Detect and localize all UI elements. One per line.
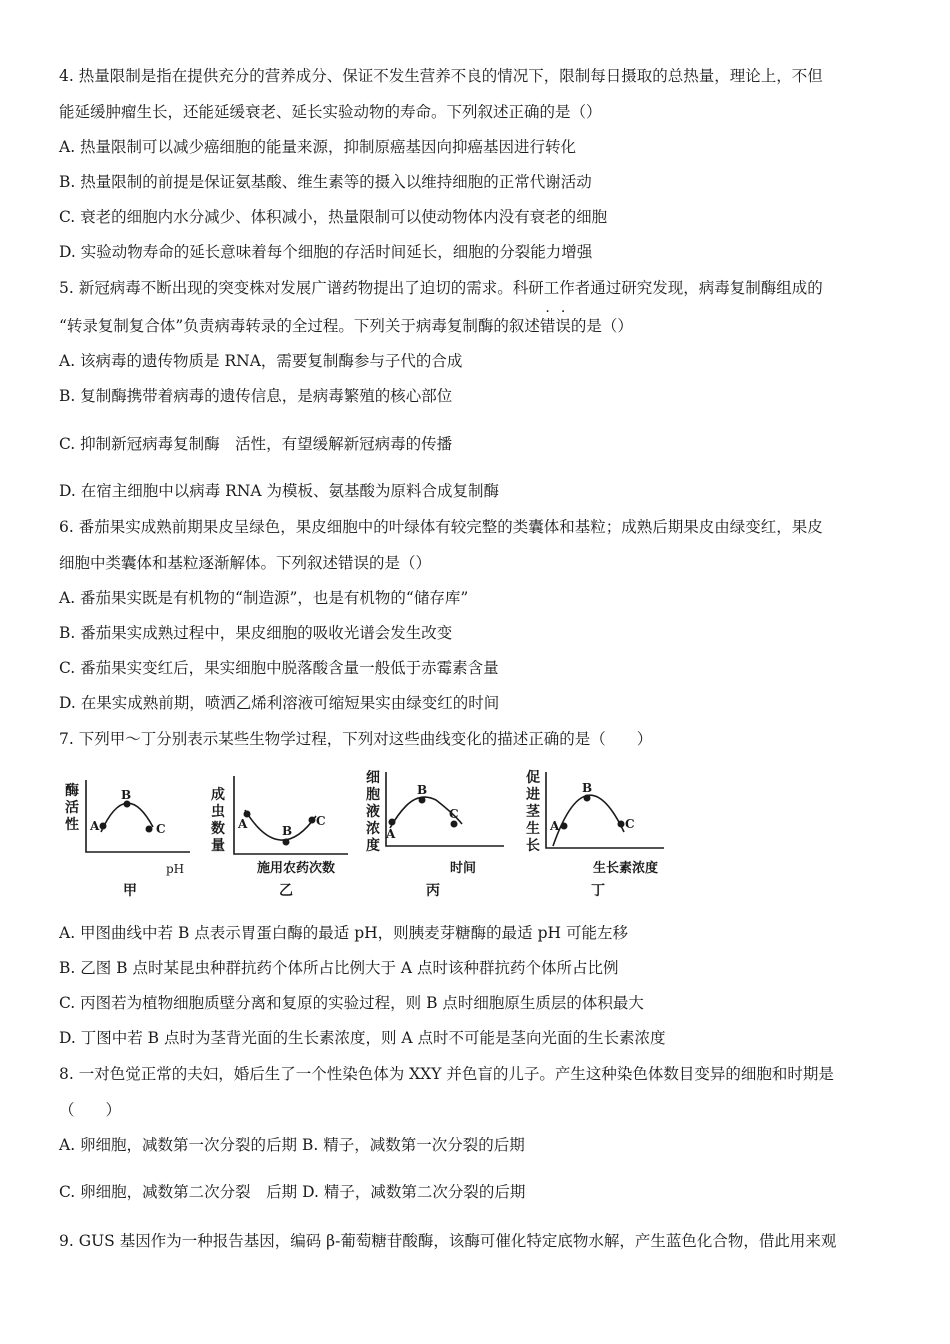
q5-emphasis-char-2: 误 [555,317,571,335]
q5-option-b: B. 复制酶携带着病毒的遗传信息，是病毒繁殖的核心部位 [59,387,453,405]
graph-yi-ylabel-2: 数 [211,821,225,837]
graph-ding-axes [546,772,664,848]
graph-yi-curve [245,810,316,840]
q5-stem-line1: 5. 新冠病毒不断出现的突变株对发展广谱药物提出了迫切的需求。科研工作者通过研究发现，病毒复制酶组成的 [59,279,823,297]
graph-bing-label-c: C [449,807,459,821]
q7-graphs-svg [58,762,698,902]
graph-jia-ylabel-2: 性 [65,817,79,833]
graph-bing-ylabel-1: 胞 [366,787,380,803]
q5-option-d: D. 在宿主细胞中以病毒 RNA 为模板、氨基酸为原料合成复制酶 [59,482,500,500]
q5-option-c: C. 抑制新冠病毒复制酶 活性，有望缓解新冠病毒的传播 [59,435,453,453]
q7-figure [58,762,698,902]
graph-yi-caption: 乙 [279,883,293,899]
graph-ding [525,769,664,899]
q8-stem-line1: 8. 一对色觉正常的夫妇，婚后生了一个性染色体为 XXY 并色盲的儿子。产生这种染色体数目变异的细胞和时期是 [59,1065,834,1083]
graph-bing-ylabel-4: 度 [366,838,380,854]
graph-bing-label-a: A [386,827,396,841]
q7-option-c: C. 丙图若为植物细胞质壁分离和复原的实验过程，则 B 点时细胞原生质层的体积最大 [59,994,644,1012]
graph-yi-label-c: C [316,814,326,828]
q8-stem-line2: （ ） [59,1101,122,1119]
q7-stem: 7. 下列甲～丁分别表示某些生物学过程，下列对这些曲线变化的描述正确的是（ ） [59,730,653,748]
graph-bing-xlabel: 时间 [450,861,477,876]
graph-yi-ylabel-0: 成 [211,787,225,803]
graph-jia [65,780,190,899]
graph-yi-point-c [309,817,316,824]
graph-ding-label-a: A [550,819,560,833]
graph-jia-label-b: B [121,788,132,802]
graph-bing-ylabel-2: 液 [366,804,380,820]
graph-jia-caption: 甲 [123,883,137,899]
q4-option-b: B. 热量限制的前提是保证氨基酸、维生素等的摄入以维持细胞的正常代谢活动 [59,173,592,191]
q4-stem-line2: 能延缓肿瘤生长，还能延缓衰老、延长实验动物的寿命。下列叙述正确的是（） [59,103,602,121]
graph-yi-xlabel: 施用农药次数 [257,861,336,876]
graph-jia-point-a [100,823,107,830]
q7-option-a: A. 甲图曲线中若 B 点表示胃蛋白酶的最适 pH，则胰麦芽糖酶的最适 pH 可能左移 [59,924,628,942]
graph-ding-ylabel-0: 促 [526,770,540,786]
q6-stem-line1: 6. 番茄果实成熟前期果皮呈绿色，果皮细胞中的叶绿体有较完整的类囊体和基粒；成熟后期果皮由绿变红，果皮 [59,518,823,536]
graph-bing [366,770,504,899]
graph-yi [211,776,348,899]
graph-yi-axes [234,776,348,854]
graph-yi-point-b [283,839,290,846]
q5-option-a: A. 该病毒的遗传物质是 RNA，需要复制酶参与子代的合成 [59,352,463,370]
graph-ding-curve [553,795,624,846]
q8-options-cd: C. 卵细胞，减数第二次分裂 后期 D. 精子，减数第二次分裂的后期 [59,1183,526,1201]
q4-option-a: A. 热量限制可以减少癌细胞的能量来源，抑制原癌基因向抑癌基因进行转化 [59,138,577,156]
q7-option-d: D. 丁图中若 B 点时为茎背光面的生长素浓度，则 A 点时不可能是茎向光面的生长素浓度 [59,1029,666,1047]
graph-ding-point-a [561,823,568,830]
q6-option-b: B. 番茄果实成熟过程中，果皮细胞的吸收光谱会发生改变 [59,624,453,642]
graph-ding-ylabel-4: 长 [526,838,540,854]
graph-jia-curve [101,803,153,832]
graph-bing-label-b: B [417,783,428,797]
q8-options-ab: A. 卵细胞，减数第一次分裂的后期 B. 精子，减数第一次分裂的后期 [59,1136,525,1154]
q4-stem-line1: 4. 热量限制是指在提供充分的营养成分、保证不发生营养不良的情况下，限制每日摄取的总热量，理论上，不但 [59,67,823,85]
q5-stem-line2-pre: “转录复制复合体”负责病毒转录的全过程。下列关于病毒复制酶的叙述 [59,317,540,335]
graph-jia-xlabel: pH [166,862,185,876]
q6-option-a: A. 番茄果实既是有机物的“制造源”，也是有机物的“储存库” [59,589,469,607]
graph-ding-ylabel-2: 茎 [526,804,540,820]
graph-jia-ylabel-0: 酶 [65,783,79,799]
graph-bing-ylabel-3: 浓 [366,821,380,837]
q9-stem-line1: 9. GUS 基因作为一种报告基因，编码 β-葡萄糖苷酸酶，该酶可催化特定底物水解，产生蓝色化合物，借此用来观 [59,1232,837,1250]
graph-bing-point-a [389,819,396,826]
graph-ding-label-c: C [625,817,635,831]
q5-stem-line2-post: 的是（） [570,317,633,335]
q6-option-c: C. 番茄果实变红后，果实细胞中脱落酸含量一般低于赤霉素含量 [59,659,499,677]
graph-bing-caption: 丙 [426,883,440,899]
graph-ding-ylabel-1: 进 [526,787,540,803]
graph-ding-point-c [618,821,625,828]
graph-jia-point-c [146,826,153,833]
graph-yi-ylabel-3: 量 [211,838,225,854]
q7-option-b: B. 乙图 B 点时某昆虫种群抗药个体所占比例大于 A 点时该种群抗药个体所占比例 [59,959,619,977]
graph-ding-ylabel-3: 生 [526,821,540,837]
q6-stem-line2: 细胞中类囊体和基粒逐渐解体。下列叙述错误的是（） [59,554,432,572]
q6-option-d: D. 在果实成熟前期，喷洒乙烯利溶液可缩短果实由绿变红的时间 [59,694,500,712]
q5-emphasis-char-1: 错 [539,317,556,335]
q4-option-d: D. 实验动物寿命的延长意味着每个细胞的存活时间延长，细胞的分裂能力增强 [59,243,593,261]
graph-ding-point-b [584,795,591,802]
graph-bing-ylabel-0: 细 [366,770,380,786]
graph-jia-label-a: A [90,819,100,833]
graph-bing-point-b [419,797,426,804]
graph-ding-label-b: B [582,781,593,795]
q4-option-c: C. 衰老的细胞内水分减少、体积减小，热量限制可以使动物体内没有衰老的细胞 [59,208,608,226]
graph-jia-axes [86,780,190,852]
q5-stem-line2 [59,316,909,336]
graph-yi-label-a: A [238,817,248,831]
graph-jia-label-c: C [156,822,166,836]
graph-jia-ylabel-1: 活 [65,800,79,816]
graph-ding-caption: 丁 [591,883,605,899]
graph-yi-ylabel-1: 虫 [211,804,225,820]
graph-yi-label-b: B [282,824,293,838]
graph-bing-point-c [451,821,458,828]
graph-ding-xlabel: 生长素浓度 [593,861,659,876]
